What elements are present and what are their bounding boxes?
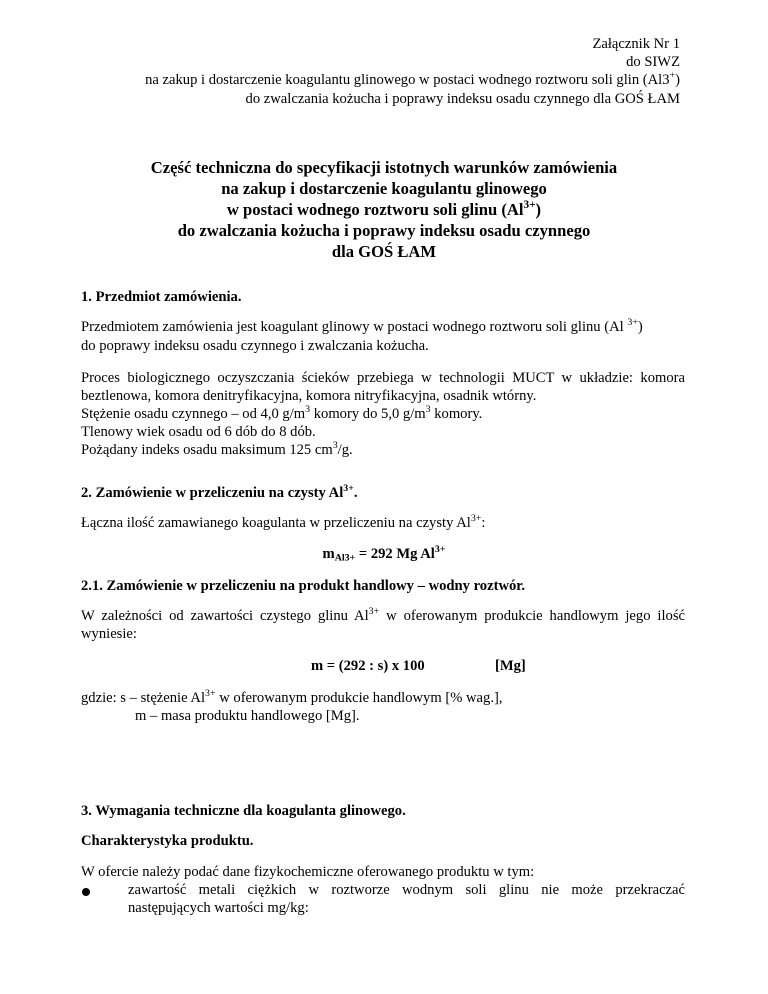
title-line-3: w postaci wodnego roztworu soli glinu $(Al^{3+})$ [226,199,542,219]
section-2-paragraph: Łączna ilość zamawianego koagulanta w przeliczeniu na czysty $Al^{3+}$: [81,513,486,531]
section-3-heading: 3. Wymagania techniczne dla koagulanta glinowego. [81,803,406,819]
section-1-paragraph-2-line-4: Tlenowy wiek osadu od 6 dób do 8 dób. [81,424,316,440]
header-subject-line: na zakup i dostarczenie koagulantu glinowego w postaci wodnego roztworu soli glin (Al3+) [145,70,680,88]
section-1-paragraph-2-line-2: beztlenowa, komora denitryfikacyjna, komora nitryfikacyjna, osadnik wtórny. [81,388,537,404]
section-2-1-formula: m = (292 : s) x 100 [311,658,425,674]
bullet-icon [82,888,90,896]
section-1-paragraph-1-line-1: Przedmiotem zamówienia jest koagulant glinowy w postaci wodnego roztworu soli glinu (Al $^{3+}$) [81,317,643,335]
section-2-1-where-line-2: m – masa produktu handlowego [Mg]. [135,708,360,724]
header-siwz: do SIWZ [626,54,680,70]
section-2-heading: 2. Zamówienie w przeliczeniu na czysty $Al^{3+}$. [81,483,358,501]
section-2-formula: $m_{Al3+} = 292$ Mg $Al^{3+}$ [322,544,446,564]
section-1-paragraph-2-line-1: Proces biologicznego oczyszczania ścieków przebiega w technologii MUCT w układzie: komora [81,370,685,386]
section-3-bullet-1-line-2: następujących wartości mg/kg: [128,900,309,916]
title-line-5: dla GOŚ ŁAM [331,242,437,261]
header-annex-number: Załącznik Nr 1 [592,36,680,52]
title-line-4: do zwalczania kożucha i poprawy indeksu osadu czynnego [177,221,591,240]
section-3-paragraph: W ofercie należy podać dane fizykochemiczne oferowanego produktu w tym: [81,864,535,880]
section-1-paragraph-2-line-3: Stężenie osadu czynnego – od 4,0 $g/m^3$ komory do 5,0 $g/m^3$ komory. [81,404,483,422]
section-1-heading: 1. Przedmiot zamówienia. [81,289,242,305]
section-2-1-where-line-1: gdzie: s – stężenie $Al^{3+}$ w oferowanym produkcie handlowym [% wag.], [81,688,503,706]
section-2-1-paragraph-line-2: wyniesie: [81,626,137,642]
header-purpose-line: do zwalczania kożucha i poprawy indeksu osadu czynnego dla GOŚ ŁAM [245,91,680,107]
section-1-paragraph-2-line-5: Pożądany indeks osadu maksimum 125 $cm^3/g$. [81,440,353,458]
section-3-subheading: Charakterystyka produktu. [81,833,254,849]
section-3-bullet-1-line-1: zawartość metali ciężkich w roztworze wodnym soli glinu nie może przekraczać [128,882,685,898]
section-2-1-paragraph-line-1: W zależności od zawartości czystego glinu $Al^{3+}$ w oferowanym produkcie handlowym jego ilość [81,606,685,624]
section-2-1-heading: 2.1. Zamówienie w przeliczeniu na produkt handlowy – wodny roztwór. [81,578,526,594]
title-line-2: na zakup i dostarczenie koagulantu glinowego [221,179,547,198]
section-2-1-formula-unit: [Mg] [495,658,526,674]
section-1-paragraph-1-line-2: do poprawy indeksu osadu czynnego i zwalczania kożucha. [81,338,429,354]
title-line-1: Część techniczna do specyfikacji istotnych warunków zamówienia [150,158,618,177]
